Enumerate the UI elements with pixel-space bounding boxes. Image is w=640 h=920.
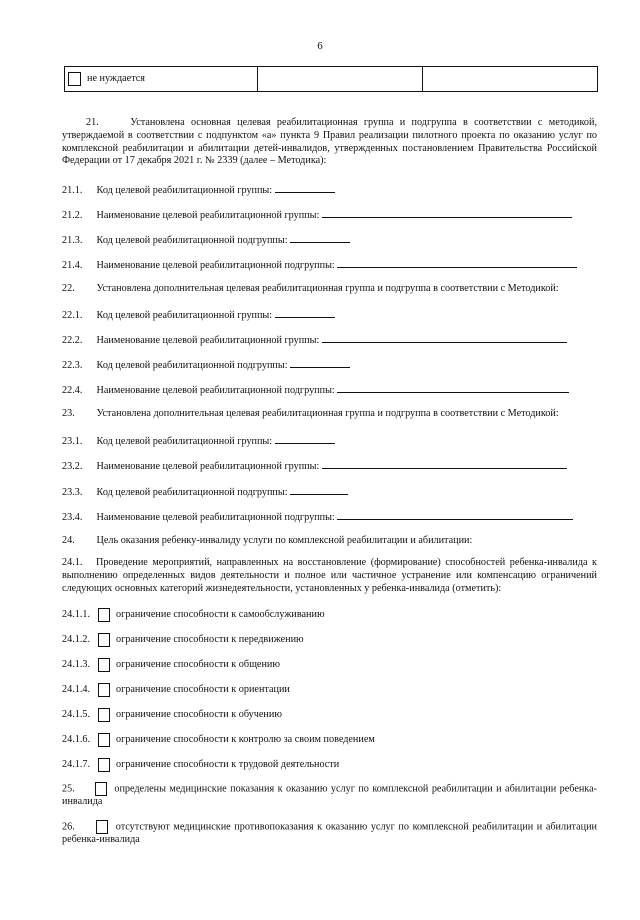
item-24-1-3: [62, 658, 280, 672]
item-number: 21.4.: [62, 260, 83, 271]
needs-table-cell-label: [65, 67, 258, 91]
item-label: Наименование целевой реабилитационной группы:: [96, 210, 320, 221]
behavior-control-checkbox[interactable]: [98, 733, 110, 747]
item-number: 22.2.: [62, 335, 83, 346]
fill-line[interactable]: [337, 510, 573, 520]
item-24-1-2: [62, 633, 304, 647]
item-label: ограничение способности к ориентации: [116, 683, 290, 695]
item-number: 25.: [62, 783, 75, 795]
item-25: [62, 782, 597, 809]
item-number: 23.3.: [62, 487, 83, 498]
item-number: 21.3.: [62, 235, 83, 246]
item-label: Цель оказания ребенку-инвалиду услуги по комплексной реабилитации и абилитации:: [96, 535, 473, 546]
item-label: Наименование целевой реабилитационной подгруппы:: [96, 385, 335, 396]
medical-indications-checkbox[interactable]: [95, 782, 107, 796]
learning-checkbox[interactable]: [98, 708, 110, 722]
item-22-3: [62, 358, 350, 373]
item-label: определены медицинские показания к оказанию услуг по комплексной реабилитации и абилитации ребенка-инвалида: [62, 783, 598, 808]
item-23: [62, 408, 559, 421]
item-21-3: [62, 233, 350, 248]
item-number: 22.: [62, 283, 75, 294]
fill-line[interactable]: [322, 208, 572, 218]
item-26: [62, 820, 597, 847]
item-23-1: [62, 434, 335, 449]
fill-line[interactable]: [337, 258, 577, 268]
item-label: Код целевой реабилитационной группы:: [96, 185, 273, 196]
item-21: [62, 117, 597, 168]
item-label: Код целевой реабилитационной группы:: [96, 310, 273, 321]
no-contraindications-checkbox[interactable]: [96, 820, 108, 834]
item-23-2: [62, 459, 567, 474]
item-label: Код целевой реабилитационной группы:: [96, 436, 273, 447]
item-label: Код целевой реабилитационной подгруппы:: [96, 360, 288, 371]
item-number: 24.1.4.: [62, 683, 91, 695]
item-number: 23.2.: [62, 461, 83, 472]
mobility-checkbox[interactable]: [98, 633, 110, 647]
item-number: 21.2.: [62, 210, 83, 221]
item-number: 22.1.: [62, 310, 83, 321]
fill-line[interactable]: [322, 459, 567, 469]
item-number: 23.: [62, 408, 75, 419]
fill-line[interactable]: [290, 233, 350, 243]
page-number: 6: [317, 40, 323, 52]
fill-line[interactable]: [322, 333, 567, 343]
item-number: 24.: [62, 535, 75, 546]
work-activity-checkbox[interactable]: [98, 758, 110, 772]
item-24-1-6: [62, 733, 375, 747]
item-label: Наименование целевой реабилитационной группы:: [96, 335, 320, 346]
item-label: ограничение способности к контролю за своим поведением: [116, 733, 375, 745]
item-number: 22.4.: [62, 385, 83, 396]
item-number: 24.1.2.: [62, 633, 91, 645]
fill-line[interactable]: [275, 183, 335, 193]
item-21-number: 21.: [86, 117, 99, 128]
fill-line[interactable]: [275, 308, 335, 318]
item-label: Проведение мероприятий, направленных на восстановление (формирование) способностей ребенка-инвалида к выполнению определенных видов деятельности и полное или частичное устранение или компенсацию ограничений следующих основных категорий жизнедеятельности, установленных у ребенка-инвалида (отметить):: [62, 557, 598, 594]
item-label: ограничение способности к обучению: [116, 708, 282, 720]
item-number: 24.1.1.: [62, 608, 91, 620]
item-number: 24.1.3.: [62, 658, 91, 670]
item-23-4: [62, 510, 573, 525]
item-number: 24.1.: [62, 557, 83, 568]
item-21-text: Установлена основная целевая реабилитационная группа и подгруппа в соответствии с методикой, утверждаемой в соответствии с подпунктом «а» пункта 9 Правил реализации пилотного проекта по оказанию услуг по комплексной реабилитации и абилитации детей-инвалидов, утвержденных постановлением Правительства Российской Федерации от 17 декабря 2021 г. № 2339 (далее – Методика):: [62, 117, 597, 167]
item-label: отсутствуют медицинские противопоказания к оказанию услуг по комплексной реабилитации и абилитации ребенка-инвалида: [62, 821, 598, 846]
item-number: 23.1.: [62, 436, 83, 447]
fill-line[interactable]: [275, 434, 335, 444]
item-label: Код целевой реабилитационной подгруппы:: [96, 235, 288, 246]
orientation-checkbox[interactable]: [98, 683, 110, 697]
item-label: Наименование целевой реабилитационной подгруппы:: [96, 260, 335, 271]
item-number: 21.1.: [62, 185, 83, 196]
item-label: ограничение способности к общению: [116, 658, 280, 670]
item-number: 24.1.7.: [62, 758, 91, 770]
item-number: 24.1.5.: [62, 708, 91, 720]
fill-line[interactable]: [290, 485, 348, 495]
item-22-1: [62, 308, 335, 323]
item-label: Наименование целевой реабилитационной подгруппы:: [96, 512, 335, 523]
needs-table: [64, 66, 598, 92]
item-21-4: [62, 258, 577, 273]
item-21-1: [62, 183, 335, 198]
not-needed-checkbox[interactable]: [68, 72, 81, 86]
item-22-2: [62, 333, 567, 348]
item-23-3: [62, 485, 348, 500]
item-label: Установлена дополнительная целевая реабилитационная группа и подгруппа в соответствии с Методикой:: [96, 408, 559, 419]
item-22: [62, 283, 559, 296]
item-number: 26.: [62, 821, 75, 833]
item-24-1-1: [62, 608, 325, 622]
fill-line[interactable]: [337, 383, 569, 393]
item-label: Код целевой реабилитационной подгруппы:: [96, 487, 288, 498]
item-label: ограничение способности к самообслуживанию: [116, 608, 325, 620]
item-24-1-4: [62, 683, 290, 697]
communication-checkbox[interactable]: [98, 658, 110, 672]
item-24-1-7: [62, 758, 339, 772]
item-label: ограничение способности к трудовой деятельности: [116, 758, 340, 770]
needs-table-cell-2: [258, 67, 423, 91]
self-care-checkbox[interactable]: [98, 608, 110, 622]
item-label: Наименование целевой реабилитационной группы:: [96, 461, 320, 472]
item-21-2: [62, 208, 572, 223]
item-24-1: [62, 557, 597, 595]
item-label: Установлена дополнительная целевая реабилитационная группа и подгруппа в соответствии с Методикой:: [96, 283, 559, 294]
item-number: 23.4.: [62, 512, 83, 523]
item-24: [62, 535, 472, 548]
item-number: 22.3.: [62, 360, 83, 371]
fill-line[interactable]: [290, 358, 350, 368]
needs-table-cell-3: [423, 67, 597, 91]
item-number: 24.1.6.: [62, 733, 91, 745]
not-needed-label: не нуждается: [87, 72, 145, 84]
item-22-4: [62, 383, 569, 398]
item-24-1-5: [62, 708, 282, 722]
item-label: ограничение способности к передвижению: [116, 633, 304, 645]
